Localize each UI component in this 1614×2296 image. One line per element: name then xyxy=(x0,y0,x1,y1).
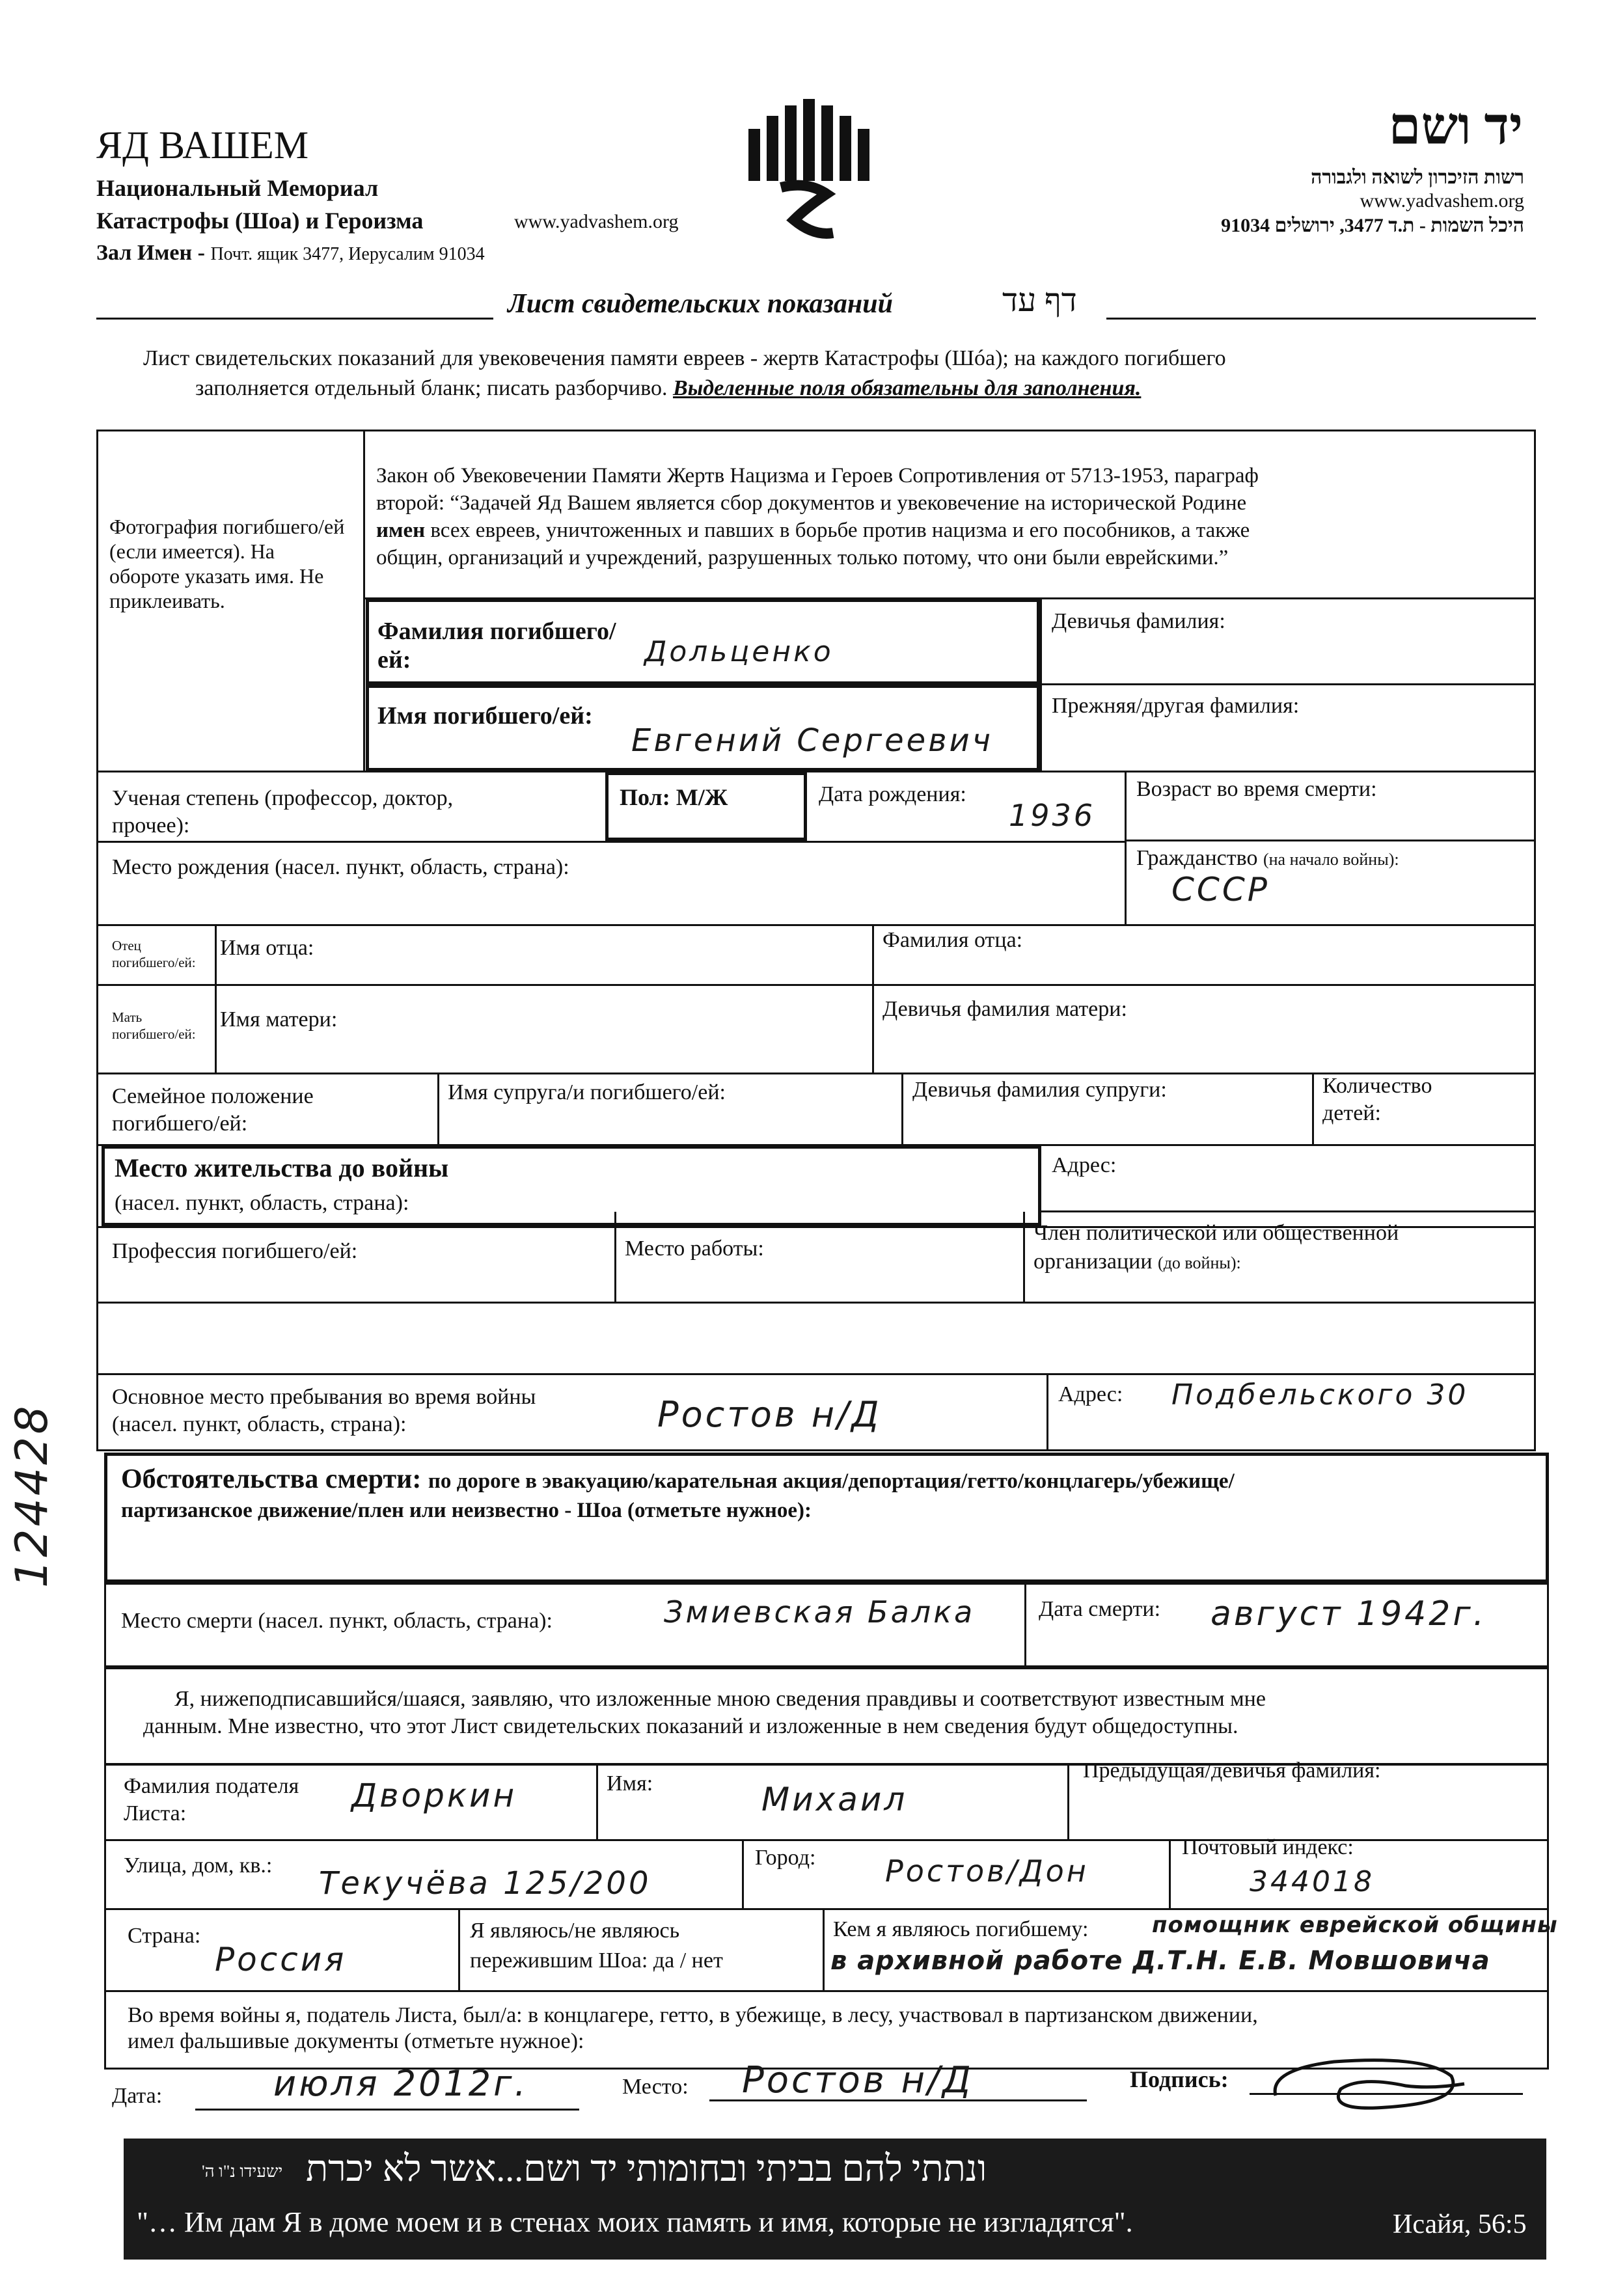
survivor-label-2: пережившим Шоа: да / нет xyxy=(470,1948,723,1973)
declaration-line2: данным. Мне известно, что этот Лист свидетельских показаний и изложенные в нем сведения будут общедоступны. xyxy=(143,1714,1238,1738)
declaration-line1: Я, нижеподписавшийся/шаяся, заявляю, что изложенные мною сведения правдивы и соответствуют известным мне xyxy=(174,1687,1266,1711)
row-rule-3 xyxy=(96,924,1536,926)
law-line3 xyxy=(376,517,1250,544)
maiden-label: Девичья фамилия: xyxy=(1052,609,1225,633)
survivor-divider xyxy=(458,1908,460,1991)
wartime-address-divider xyxy=(1046,1373,1048,1451)
children-divider xyxy=(1312,1073,1314,1145)
intro-line2-text: заполняется отдельный бланк; писать разборчиво. xyxy=(195,376,674,400)
date-label: Дата: xyxy=(112,2084,163,2108)
membership-line2 xyxy=(1033,1248,1241,1277)
intro-emphasis: Выделенные поля обязательны для заполнения. xyxy=(673,376,1142,400)
residence-sub: (насел. пункт, область, страна): xyxy=(115,1191,409,1215)
father-name-label: Имя отца: xyxy=(220,936,314,960)
mother-side-label: Мать погибшего/ей: xyxy=(112,1009,196,1042)
intro-line1: Лист свидетельских показаний для увековечения памяти евреев - жертв Катастрофы (Шóа); на каждого погибшего xyxy=(143,346,1226,370)
maiden-rule xyxy=(1040,683,1536,685)
membership-note: (до войны): xyxy=(1158,1253,1241,1272)
birth-place-label: Место рождения (насел. пункт, область, страна): xyxy=(112,855,569,879)
hebrew-line1: רשות הזיכרון לשואה ולגבורה xyxy=(1311,167,1524,188)
signature-label: Подпись: xyxy=(1130,2066,1229,2092)
wartime-address-value[interactable]: Подбельского 30 xyxy=(1171,1378,1469,1412)
hall-label: Зал Имен - xyxy=(96,241,211,265)
photo-divider xyxy=(363,430,365,771)
hebrew-title: יד ושם xyxy=(1388,98,1523,156)
city-label: Город: xyxy=(755,1846,816,1870)
wartime-question-1: Во время войны я, податель Листа, был/а: в концлагере, гетто, в убежище, в лесу, участвовал в партизанском движении, xyxy=(128,2003,1258,2027)
death-date-value[interactable]: август 1942г. xyxy=(1210,1594,1487,1633)
death-date-label: Дата смерти: xyxy=(1039,1597,1161,1621)
website-left: www.yadvashem.org xyxy=(514,211,679,232)
citizenship-line xyxy=(1136,845,1399,873)
footer-russian-ref: Исайя, 56:5 xyxy=(1393,2209,1527,2239)
row-rule-1 xyxy=(96,771,1536,772)
citizenship-note: (на начало войны): xyxy=(1263,850,1399,869)
hebrew-line2: היכל השמות - ת.ד 3477, ירושלים 91034 xyxy=(1221,215,1524,236)
sub-rule-3 xyxy=(104,1990,1549,1992)
city-divider xyxy=(742,1839,744,1909)
law-bold-word: имен xyxy=(376,519,426,542)
submitter-surname-label: Фамилия подателя Листа: xyxy=(124,1774,299,1825)
degree-label: Ученая степень (профессор, доктор, прочее): xyxy=(112,786,454,838)
street-value[interactable]: Текучёва 125/200 xyxy=(319,1865,651,1902)
postcode-label: Почтовый индекс: xyxy=(1182,1835,1354,1859)
law-line2: второй: “Задачей Яд Вашем является сбор документов и увековечение на исторической Родине xyxy=(376,491,1247,515)
workplace-label: Место работы: xyxy=(625,1237,764,1261)
residence-label: Место жительства до войны xyxy=(115,1153,449,1182)
relation-divider xyxy=(823,1908,825,1991)
form-title-hebrew: דף עד xyxy=(1002,282,1077,318)
photo-label: Фотография погибшего/ей (если имеется). На обороте указать имя. Не приклеивать. xyxy=(109,515,345,612)
title-rule-right xyxy=(1106,318,1536,320)
submitter-name-value[interactable]: Михаил xyxy=(761,1781,908,1818)
law-line3-text: всех евреев, уничтоженных и павших в борьбе против нацизма и его пособников, а также xyxy=(425,519,1250,542)
marital-divider xyxy=(437,1073,439,1145)
death-place-value[interactable]: Змиевская Балка xyxy=(664,1594,976,1630)
surname-value[interactable]: Дольценко xyxy=(644,635,834,668)
death-circ-text2: партизанское движение/плен или неизвестно - Шоа (отметьте нужное): xyxy=(121,1499,812,1522)
mother-name-label: Имя матери: xyxy=(220,1007,338,1032)
first-name-value[interactable]: Евгений Сергеевич xyxy=(631,722,994,759)
title-rule-left xyxy=(96,318,493,320)
place-value[interactable]: Ростов н/Д xyxy=(742,2059,974,2101)
intro-line2 xyxy=(195,375,1141,402)
submitter-name-label: Имя: xyxy=(607,1771,653,1796)
postcode-value[interactable]: 344018 xyxy=(1250,1865,1375,1898)
relation-value-2[interactable]: в архивной работе Д.Т.Н. Е.В. Мовшовича xyxy=(830,1946,1490,1976)
membership-divider xyxy=(1023,1212,1025,1303)
wartime-question-2: имел фальшивые документы (отметьте нужное): xyxy=(128,2029,584,2053)
spouse-maiden-label: Девичья фамилия супруги: xyxy=(912,1078,1167,1102)
margin-archive-number: 124428 xyxy=(7,1403,58,1588)
org-title: ЯД ВАШЕМ xyxy=(96,124,309,167)
footer-russian-quote: "… Им дам Я в доме моем и в стенах моих память и имя, которые не изгладятся". xyxy=(137,2206,1133,2238)
membership-label2: организации xyxy=(1033,1250,1153,1274)
wartime-address-label: Адрес: xyxy=(1058,1382,1123,1406)
spouse-name-label: Имя супруга/и погибшего/ей: xyxy=(448,1080,726,1104)
signature-icon[interactable] xyxy=(1256,2050,1503,2122)
age-label: Возраст во время смерти: xyxy=(1136,777,1377,801)
row-rule-2 xyxy=(96,841,1126,843)
other-surname-label: Прежняя/другая фамилия: xyxy=(1052,694,1300,718)
work-divider xyxy=(614,1212,616,1303)
row-rule-8 xyxy=(96,1302,1536,1304)
row-rule-4 xyxy=(96,984,1536,986)
city-value[interactable]: Ростов/Дон xyxy=(885,1853,1089,1889)
postcode-divider xyxy=(1169,1839,1171,1909)
row-rule-9 xyxy=(96,1373,1536,1375)
country-label: Страна: xyxy=(128,1924,201,1948)
hall-address: Почт. ящик 3477, Иерусалим 91034 xyxy=(210,244,485,264)
death-circ-line1 xyxy=(121,1466,1235,1495)
membership-label: Член политической или общественной xyxy=(1033,1221,1399,1245)
date-value[interactable]: июля 2012г. xyxy=(273,2063,528,2104)
street-label: Улица, дом, кв.: xyxy=(124,1853,273,1878)
sub-prev-divider xyxy=(1067,1764,1069,1840)
children-label: Количество детей: xyxy=(1322,1074,1432,1125)
law-line1: Закон об Увековечении Памяти Жертв Нацизма и Героев Сопротивления от 5713-1953, параграф xyxy=(376,464,1259,487)
parent-divider xyxy=(215,924,217,1074)
relation-value-1[interactable]: помощник еврейской общины xyxy=(1152,1912,1558,1938)
birth-date-label: Дата рождения: xyxy=(819,782,966,806)
address-rule xyxy=(1040,1210,1536,1212)
birth-date-value[interactable]: 1936 xyxy=(1009,798,1096,833)
row-rule-5 xyxy=(96,1073,1536,1074)
place-label: Место: xyxy=(622,2075,689,2099)
org-line1: Национальный Мемориал xyxy=(96,175,379,201)
submitter-surname-value[interactable]: Дворкин xyxy=(351,1777,517,1814)
age-rule xyxy=(1125,840,1536,841)
death-date-divider xyxy=(1024,1583,1026,1667)
father-surname-label: Фамилия отца: xyxy=(882,928,1023,952)
date-line xyxy=(195,2109,579,2111)
relation-label: Кем я являюсь погибшему: xyxy=(833,1917,1089,1941)
sub-rule-2 xyxy=(104,1908,1549,1910)
website-right: www.yadvashem.org xyxy=(1360,190,1524,212)
parent-mid-divider xyxy=(872,924,874,1074)
address-label: Адрес: xyxy=(1052,1153,1117,1177)
surname-label: Фамилия погибшего/ей: xyxy=(377,618,616,674)
marital-label: Семейное положение погибшего/ей: xyxy=(112,1084,314,1136)
sex-label: Пол: М/Ж xyxy=(620,784,728,810)
spouse-divider xyxy=(901,1073,903,1145)
submitter-prev-surname-label: Предыдущая/девичья фамилия: xyxy=(1083,1758,1381,1783)
first-name-label: Имя погибшего/ей: xyxy=(377,702,593,730)
profession-label: Профессия погибшего/ей: xyxy=(112,1239,358,1263)
hall-line xyxy=(96,239,485,268)
death-circ-text1: по дороге в эвакуацию/карательная акция/депортация/гетто/концлагерь/убежище/ xyxy=(428,1469,1235,1493)
org-line2: Катастрофы (Шоа) и Героизма xyxy=(96,208,424,234)
citizenship-value[interactable]: СССР xyxy=(1171,871,1270,909)
sub-name-divider xyxy=(596,1764,598,1840)
wartime-place-value[interactable]: Ростов н/Д xyxy=(657,1394,882,1435)
footer-hebrew-ref: ישעידו נ"ו ה' xyxy=(202,2162,283,2181)
citizenship-label: Гражданство xyxy=(1136,846,1258,870)
yad-vashem-logo-icon xyxy=(735,96,879,246)
country-value[interactable]: Россия xyxy=(215,1941,347,1978)
death-circ-label: Обстоятельства смерти: xyxy=(121,1464,428,1494)
form-title: Лист свидетельских показаний xyxy=(508,289,893,319)
death-place-label: Место смерти (насел. пункт, область, страна): xyxy=(121,1609,553,1633)
age-divider xyxy=(1125,772,1127,925)
wartime-place-label: Основное место пребывания во время войны (насел. пункт, область, страна): xyxy=(112,1385,536,1436)
law-line4: общин, организаций и учреждений, разрушенных только потому, что они были еврейскими.” xyxy=(376,546,1229,569)
footer-hebrew-quote: ונתתי להם בביתי ובחומותי יד ושם...אשר לא יכרת xyxy=(306,2149,987,2189)
mother-maiden-label: Девичья фамилия матери: xyxy=(882,997,1127,1021)
survivor-label-1: Я являюсь/не являюсь xyxy=(470,1919,680,1943)
father-side-label: Отец погибшего/ей: xyxy=(112,938,196,970)
